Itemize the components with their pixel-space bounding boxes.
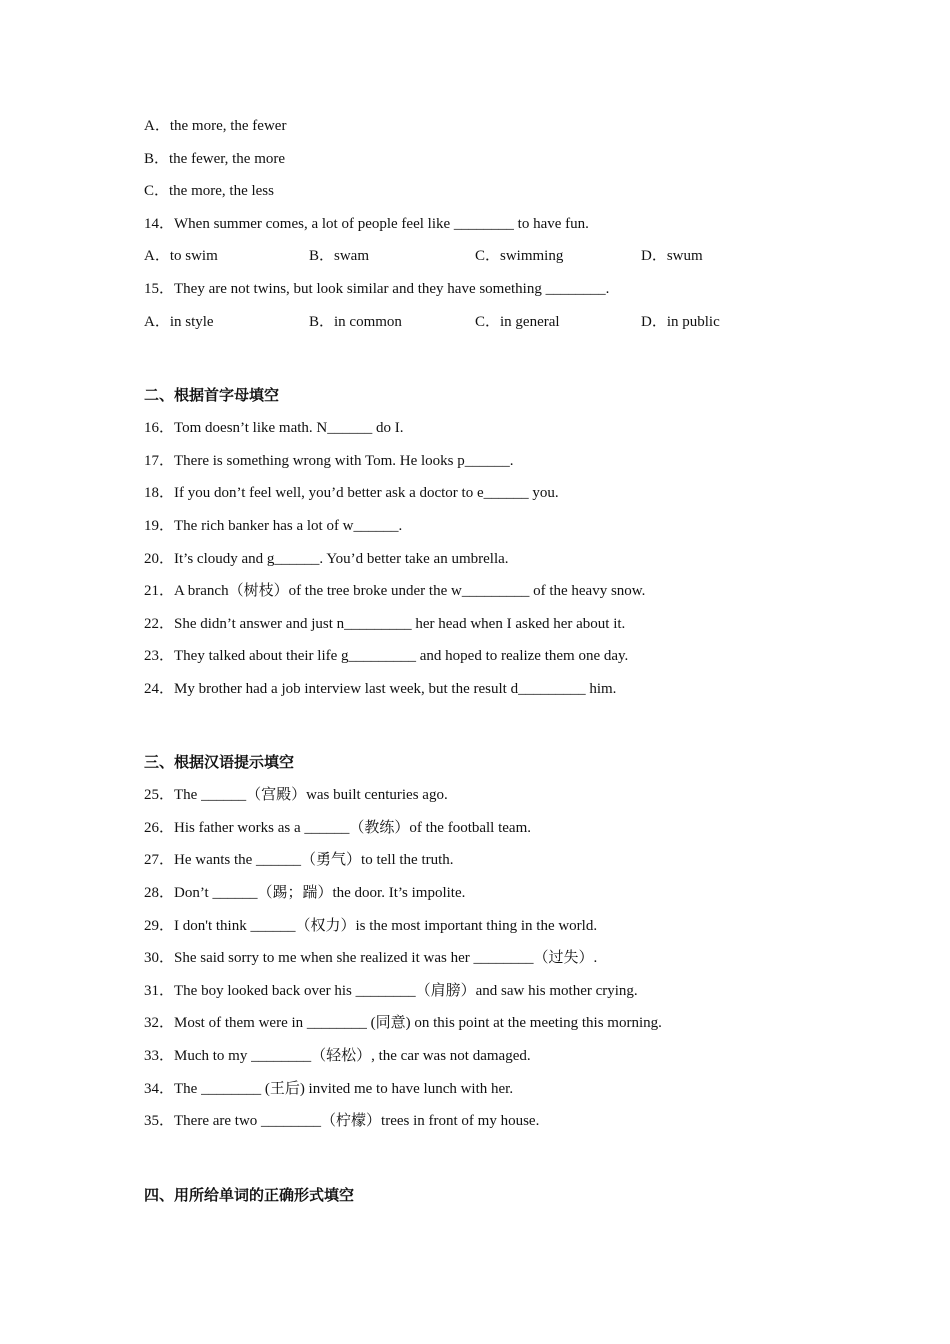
option-13-b: B．the fewer, the more (144, 151, 286, 167)
question-34: 34．The ________ (王后) invited me to have lunch with her. (144, 1081, 514, 1097)
option-14-d: D．swum (641, 248, 703, 264)
question-25: 25．The ______（宫殿）was built centuries ago. (144, 787, 448, 803)
option-15-c: C．in general (475, 314, 560, 330)
option-13-a: A．the more, the fewer (144, 118, 287, 134)
question-24: 24．My brother had a job interview last week, but the result d_________ him. (144, 681, 617, 697)
question-21: 21．A branch（树枝）of the tree broke under the w_________ of the heavy snow. (144, 583, 646, 599)
option-13-c: C．the more, the less (144, 183, 274, 199)
question-30: 30．She said sorry to me when she realized it was her ________（过失）. (144, 950, 598, 966)
question-26: 26．His father works as a ______（教练）of the football team. (144, 820, 532, 836)
section-4-heading: 四、用所给单词的正确形式填空 (144, 1186, 355, 1204)
question-23: 23．They talked about their life g_________ and hoped to realize them one day. (144, 648, 629, 664)
option-15-d: D．in public (641, 314, 720, 330)
question-28: 28．Don’t ______（踢；踹）the door. It’s impolite. (144, 885, 466, 901)
question-35: 35．There are two ________（柠檬）trees in front of my house. (144, 1113, 540, 1129)
question-31: 31．The boy looked back over his ________（肩膀）and saw his mother crying. (144, 983, 638, 999)
question-15-stem: 15．They are not twins, but look similar and they have something ________. (144, 281, 610, 297)
section-3-heading: 三、根据汉语提示填空 (144, 753, 295, 771)
question-16: 16．Tom doesn’t like math. N______ do I. (144, 420, 404, 436)
question-18: 18．If you don’t feel well, you’d better ask a doctor to e______ you. (144, 485, 559, 501)
question-14-stem: 14．When summer comes, a lot of people feel like ________ to have fun. (144, 216, 589, 232)
question-27: 27．He wants the ______（勇气）to tell the truth. (144, 852, 454, 868)
question-19: 19．The rich banker has a lot of w______. (144, 518, 403, 534)
question-33: 33．Much to my ________（轻松）, the car was not damaged. (144, 1048, 531, 1064)
option-14-b: B．swam (309, 248, 370, 264)
option-15-b: B．in common (309, 314, 402, 330)
option-14-a: A．to swim (144, 248, 218, 264)
question-17: 17．There is something wrong with Tom. He looks p______. (144, 453, 514, 469)
option-14-c: C．swimming (475, 248, 564, 264)
question-20: 20．It’s cloudy and g______. You’d better take an umbrella. (144, 551, 509, 567)
question-32: 32．Most of them were in ________ (同意) on this point at the meeting this morning. (144, 1015, 662, 1031)
question-22: 22．She didn’t answer and just n_________ her head when I asked her about it. (144, 616, 626, 632)
section-2-heading: 二、根据首字母填空 (144, 386, 280, 404)
question-29: 29．I don't think ______（权力）is the most important thing in the world. (144, 918, 598, 934)
option-15-a: A．in style (144, 314, 214, 330)
